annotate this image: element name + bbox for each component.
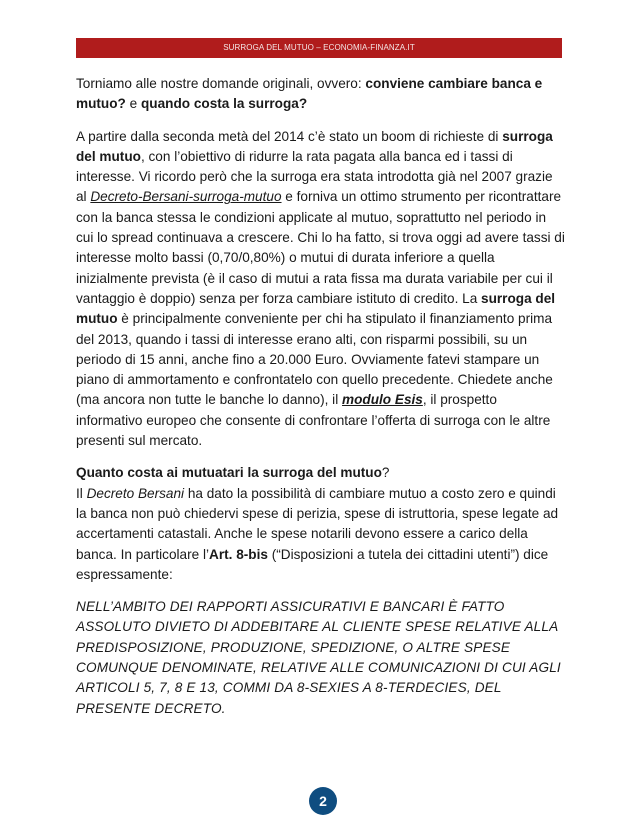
document-body (76, 74, 566, 731)
page-number: 2 (319, 793, 327, 809)
para-text-5: , il prospetto informativo europeo che consente di confrontare l’offerta di surroga con le altre presenti sul mercato. (76, 392, 551, 449)
law-quote: NELL’AMBITO DEI RAPPORTI ASSICURATIVI E BANCARI È FATTO ASSOLUTO DIVIETO DI ADDEBITARE AL CLIENTE SPESE RELATIVE ALLA PREDISPOSIZIONE, PRODUZIONE, SPEDIZIONE, O ALTRE SPESE COMUNQUE DENOMINATE, RELATIVE ALLE COMUNICAZIONI DI CUI AGLI ARTICOLI 5, 7, 8 E 13, COMMI DA 8-SEXIES A 8-TERDECIES, DEL PRESENTE DECRETO. (76, 599, 561, 716)
para-text-4: è principalmente conveniente per chi ha stipulato il finanziamento prima del 2013, quando i tassi di interesse erano alti, con risparmi possibili, su un periodo di 15 anni, anche fino a 20.000 Euro. Ovviamente fatevi stampare un piano di ammortamento e confrontatelo con quello precedente. Chiedete anche (ma ancora non tutte le banche lo danno), il (76, 311, 553, 408)
article-reference: Art. 8-bis (209, 546, 268, 562)
intro-question-1: conviene cambiare banca e mutuo? (76, 76, 543, 112)
costs-italic: Decreto Bersani (86, 485, 185, 501)
page-number-badge (309, 787, 337, 815)
para-text-1: A partire dalla seconda metà del 2014 c’è stato un boom di richieste di (76, 128, 503, 144)
para-text-3: e forniva un ottimo strumento per ricontrattare con la banca stessa le condizioni applicate al mutuo, soprattutto nel periodo in cui lo spread continuava a crescere. Chi lo ha fatto, si trova oggi ad avere tassi di interesse molto bassi (0,70/0,80%) o mutui di durata inferiore a quella inizialmente prevista (è il caso di mutui a rata fissa ma durata variabile per cui il vantaggio è doppio) senza per forza cambiare istituto di credito. La (76, 189, 565, 306)
costs-paragraph (76, 463, 566, 585)
intro-connector: e (125, 96, 141, 112)
intro-text: Torniamo alle nostre domande originali, ovvero: (76, 76, 366, 91)
section-heading: Quanto costa ai mutuatari la surroga del mutuo (76, 465, 382, 481)
costs-text-2: ha dato la possibilità di cambiare mutuo a costo zero e quindi la banca non può chiedervi spese di perizia, spese di istruttoria, spese legate ad accertamenti catastali. Anche le spese notarili devono essere a carico della banca. In particolare l’ (76, 485, 559, 562)
costs-text-1: Il (76, 485, 87, 501)
header-title: SURROGA DEL MUTUO – ECONOMIA-FINANZA.IT (223, 43, 415, 52)
para-text-2: , con l’obiettivo di ridurre la rata pagata alla banca ed i tassi di interesse. Vi ricordo però che la surroga era stata introdotta già nel 2007 grazie al (76, 148, 553, 205)
intro-paragraph (76, 74, 566, 115)
modulo-esis-link[interactable]: modulo Esis (342, 392, 423, 408)
intro-question-2: quando costa la surroga? (140, 96, 308, 112)
header-bar (76, 38, 562, 58)
surroga-paragraph (76, 127, 566, 452)
decreto-bersani-link[interactable]: Decreto-Bersani-surroga-mutuo (90, 189, 282, 205)
section-heading-mark: ? (381, 465, 390, 481)
para-bold-1: surroga del mutuo (76, 128, 553, 164)
costs-text-3: (“Disposizioni a tutela dei cittadini utenti”) dice espressamente: (76, 546, 549, 582)
para-bold-2: surroga del mutuo (76, 290, 556, 327)
